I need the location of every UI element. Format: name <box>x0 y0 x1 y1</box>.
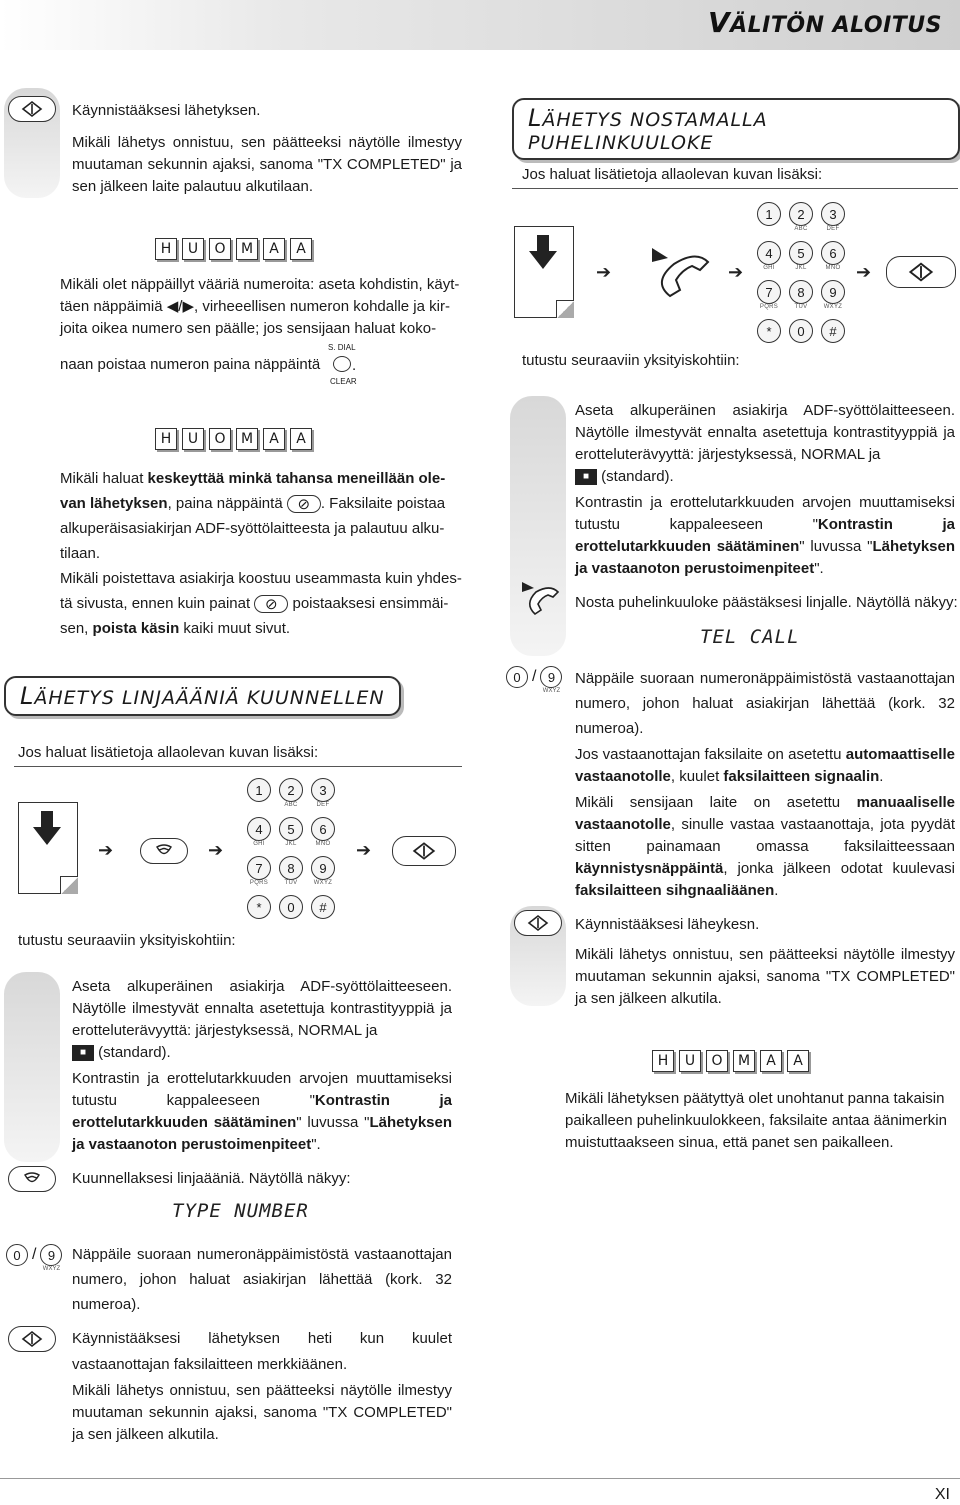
keypad-key[interactable]: 3 DEF <box>308 778 338 810</box>
left-right-arrows-icon: ◀/▶ <box>166 298 194 315</box>
keypad-key[interactable]: 2 ABC <box>276 778 306 810</box>
keypad-key[interactable]: 4 GHI <box>244 817 274 849</box>
keypad-key[interactable]: * <box>244 895 274 927</box>
keypad-key[interactable]: 6 MNO <box>308 817 338 849</box>
numkey-range[interactable]: 0 / 9 WXYZ <box>506 666 562 694</box>
left-step-start: Käynnistääksesi lähetyksen. <box>72 102 261 119</box>
display-text: TEL CALL <box>700 626 800 648</box>
start-button[interactable] <box>8 96 56 122</box>
keypad-key[interactable]: 9 WXYZ <box>308 856 338 888</box>
start-button[interactable] <box>514 910 562 936</box>
note-1-last: naan poistaa numeron paina näppäintä <box>60 356 321 373</box>
keypad-key[interactable]: 5 JKL <box>276 817 306 849</box>
right-note: Mikäli lähetyksen päätyttyä olet unohtanut panna takaisin paikalleen puhelinkuulokkeen, faksilaite antaa äänimerkin muistuttaakseen sinua, että panet sen paikalleen. <box>565 1090 947 1151</box>
sdial-label: S. DIAL <box>328 343 356 352</box>
keypad-key[interactable]: 8 TUV <box>276 856 306 888</box>
left-step-6: Mikäli lähetys onnistuu, sen päätteeksi näytölle ilmestyy muutaman sekunnin ajaksi, sanoma "TX COMPLETED" ja sen jälkeen alkutila. <box>72 1382 452 1443</box>
start-icon <box>412 841 436 861</box>
keypad-key[interactable]: 6 MNO <box>818 241 848 273</box>
keypad-key[interactable]: # <box>818 319 848 351</box>
start-icon <box>527 914 549 932</box>
stop-key-icon[interactable]: ⊘ <box>254 595 288 613</box>
document-icon <box>18 802 78 894</box>
right-step-5: Käynnistääksesi läheykesn. <box>575 916 760 933</box>
start-button[interactable] <box>8 1326 56 1352</box>
numkey-range[interactable]: 0 / 9 WXYZ <box>6 1244 62 1272</box>
keypad-key[interactable]: 7 PQRS <box>754 280 784 312</box>
keypad-key[interactable]: 8 TUV <box>786 280 816 312</box>
footer-rule <box>0 1478 960 1479</box>
divider <box>14 766 462 767</box>
note-heading-1: H U O M A A <box>155 238 312 260</box>
left-intro: Jos haluat lisätietoja allaolevan kuvan lisäksi: <box>18 744 319 761</box>
right-step-4a: Näppäile suoraan numeronäppäimistöstä vastaanottajan numero, johon haluat asiakirjan lähettää (kork. 32 numeroa). <box>575 670 955 737</box>
handset-icon <box>23 1172 41 1186</box>
arrow-icon: ➔ <box>356 840 372 860</box>
start-button[interactable] <box>886 256 956 288</box>
arrow-icon: ➔ <box>208 840 224 860</box>
left-tx-completed-text: Mikäli lähetys onnistuu, sen päätteeksi näytölle ilmestyy muutaman sekunnin ajaksi, sanoma "TX COMPLETED" ja sen jälkeen laite palautuu alkutilaan. <box>72 134 462 195</box>
keypad-key[interactable]: 3 DEF <box>818 202 848 234</box>
keypad-key[interactable]: * <box>754 319 784 351</box>
clear-label: CLEAR <box>330 377 357 386</box>
right-step-2: Kontrastin ja erottelutarkkuuden arvojen muuttamiseksi tutustu kappaleeseen "Kontrastin ja erottelutarkkuuden säätäminen" luvussa "Lähetyksen ja vastaanoton perustoimenpiteet". <box>575 494 956 577</box>
line-button[interactable] <box>8 1166 56 1192</box>
numeric-keypad[interactable] <box>244 778 338 927</box>
note-heading-3: H U O M A A <box>652 1050 809 1072</box>
left-step-2: Kontrastin ja erottelutarkkuuden arvojen muuttamiseksi tutustu kappaleeseen "Kontrastin ja erottelutarkkuuden säätäminen" luvussa "Lähetyksen ja vastaanoton perustoimenpiteet". <box>72 1070 453 1153</box>
arrow-icon: ➔ <box>98 840 114 860</box>
display-text: TYPE NUMBER <box>172 1200 309 1222</box>
right-step-1: Aseta alkuperäinen asiakirja ADF-syöttölaitteeseen. Näytölle ilmestyvät ennalta asetettuja kontrastityyppiä ja erotteluterävyyttä: järjestyksessä, NORMAL ja ■ (standard). <box>575 402 955 485</box>
section-banner-linjaaani: LÄHETYS LINJAÄÄNIÄ KUUNNELLEN <box>4 676 401 716</box>
line-button[interactable] <box>140 838 188 864</box>
left-step-3: Kuunnellaksesi linjaääniä. Näytöllä näkyy: <box>72 1170 351 1187</box>
right-step-4b: Jos vastaanottajan faksilaite on asetettu automaattiselle vastaanotolle, kuulet faksilaitteen signaalin. <box>575 746 955 785</box>
keypad-key[interactable]: 2 ABC <box>786 202 816 234</box>
arrow-icon: ➔ <box>596 262 612 282</box>
keypad-key[interactable]: 0 <box>276 895 306 927</box>
left-details: tutustu seuraaviin yksityiskohtiin: <box>18 932 236 949</box>
right-step-3: Nosta puhelinkuuloke päästäksesi linjalle. Näytöllä näkyy: <box>575 594 958 611</box>
note-2: Mikäli haluat keskeyttää minkä tahansa meneillään ole- van lähetyksen, paina näppäintä ⊘ . Faksilaite poistaa alkuperäisasiakirjan ADF-syöttölaitteesta ja palautuu alku- tilaan. Mikäli poistettava asiakirja koostuu useammasta kuin yhdes- tä sivusta, ennen kuin painat ⊘ poistaaksesi ensimmäi- sen, poista käsin kaiki muut sivut. <box>60 470 462 637</box>
keypad-key[interactable]: 9 WXYZ <box>818 280 848 312</box>
sidebar-strip <box>4 972 60 1162</box>
start-icon <box>21 100 43 118</box>
left-step-4: Näppäile suoraan numeronäppäimistöstä vastaanottajan numero, johon haluat asiakirjan lähettää (kork. 32 numeroa). <box>72 1246 452 1313</box>
keypad-key[interactable]: 4 GHI <box>754 241 784 273</box>
arrow-icon: ➔ <box>856 262 872 282</box>
divider <box>512 188 958 189</box>
resolution-icon: ■ <box>72 1045 94 1061</box>
handset-lift-icon <box>514 578 564 618</box>
keypad-key[interactable]: 0 <box>786 319 816 351</box>
start-button[interactable] <box>392 836 456 866</box>
right-details: tutustu seuraaviin yksityiskohtiin: <box>522 352 740 369</box>
stop-key-icon[interactable]: ⊘ <box>287 495 321 513</box>
resolution-icon: ■ <box>575 469 597 485</box>
keypad-key[interactable]: 1 <box>754 202 784 234</box>
page-title: VÄLITÖN ALOITUS <box>707 6 942 39</box>
handset-lift-icon <box>634 240 724 304</box>
section-banner-puhelinkuuloke: LÄHETYS NOSTAMALLA PUHELINKUULOKE <box>512 98 960 160</box>
document-icon <box>514 226 574 318</box>
keypad-key[interactable]: 7 PQRS <box>244 856 274 888</box>
handset-icon <box>155 844 173 858</box>
page-number: XI <box>934 1486 950 1503</box>
right-intro: Jos haluat lisätietoja allaolevan kuvan lisäksi: <box>522 166 823 183</box>
keypad-key[interactable]: 1 <box>244 778 274 810</box>
right-step-6: Mikäli lähetys onnistuu, sen päätteeksi näytölle ilmestyy muutaman sekunnin ajaksi, sanoma "TX COMPLETED" ja sen jälkeen alkutila. <box>575 946 955 1007</box>
start-icon <box>21 1330 43 1348</box>
left-step-5: Käynnistääksesi lähetyksen heti kun kuulet vastaanottajan faksilaitteen merkkiäänen. <box>72 1330 452 1373</box>
keypad-key[interactable]: # <box>308 895 338 927</box>
clear-key-icon[interactable] <box>333 356 351 372</box>
note-heading-2: H U O M A A <box>155 428 312 450</box>
numeric-keypad[interactable] <box>754 202 848 351</box>
left-step-1: Aseta alkuperäinen asiakirja ADF-syöttölaitteeseen. Näytölle ilmestyvät ennalta asetettuja kontrastityyppiä ja erotteluterävyyttä: järjestyksessä, NORMAL ja ■ (standard). <box>72 978 452 1061</box>
note-1: Mikäli olet näppäillyt vääriä numeroita: aseta kohdistin, käyt- täen näppäimiä ◀/▶, virheeellisen numeron kohdalle ja kir- joita oikea numero sen päälle; jos sensijaan haluat koko- <box>60 276 460 337</box>
arrow-icon: ➔ <box>728 262 744 282</box>
keypad-key[interactable]: 5 JKL <box>786 241 816 273</box>
right-step-4c: Mikäli sensijaan laite on asetettu manuaaliselle vastaanotolle, sinulle vastaa vastaanottaja, jota pyydät sitten painamaan omassa faksilaitteessaan käynnistysnäppäintä, jonka jälkeen odotat kuulevasi faksilaitteen sihgnaaliäänen. <box>575 794 955 899</box>
start-icon <box>908 261 934 283</box>
